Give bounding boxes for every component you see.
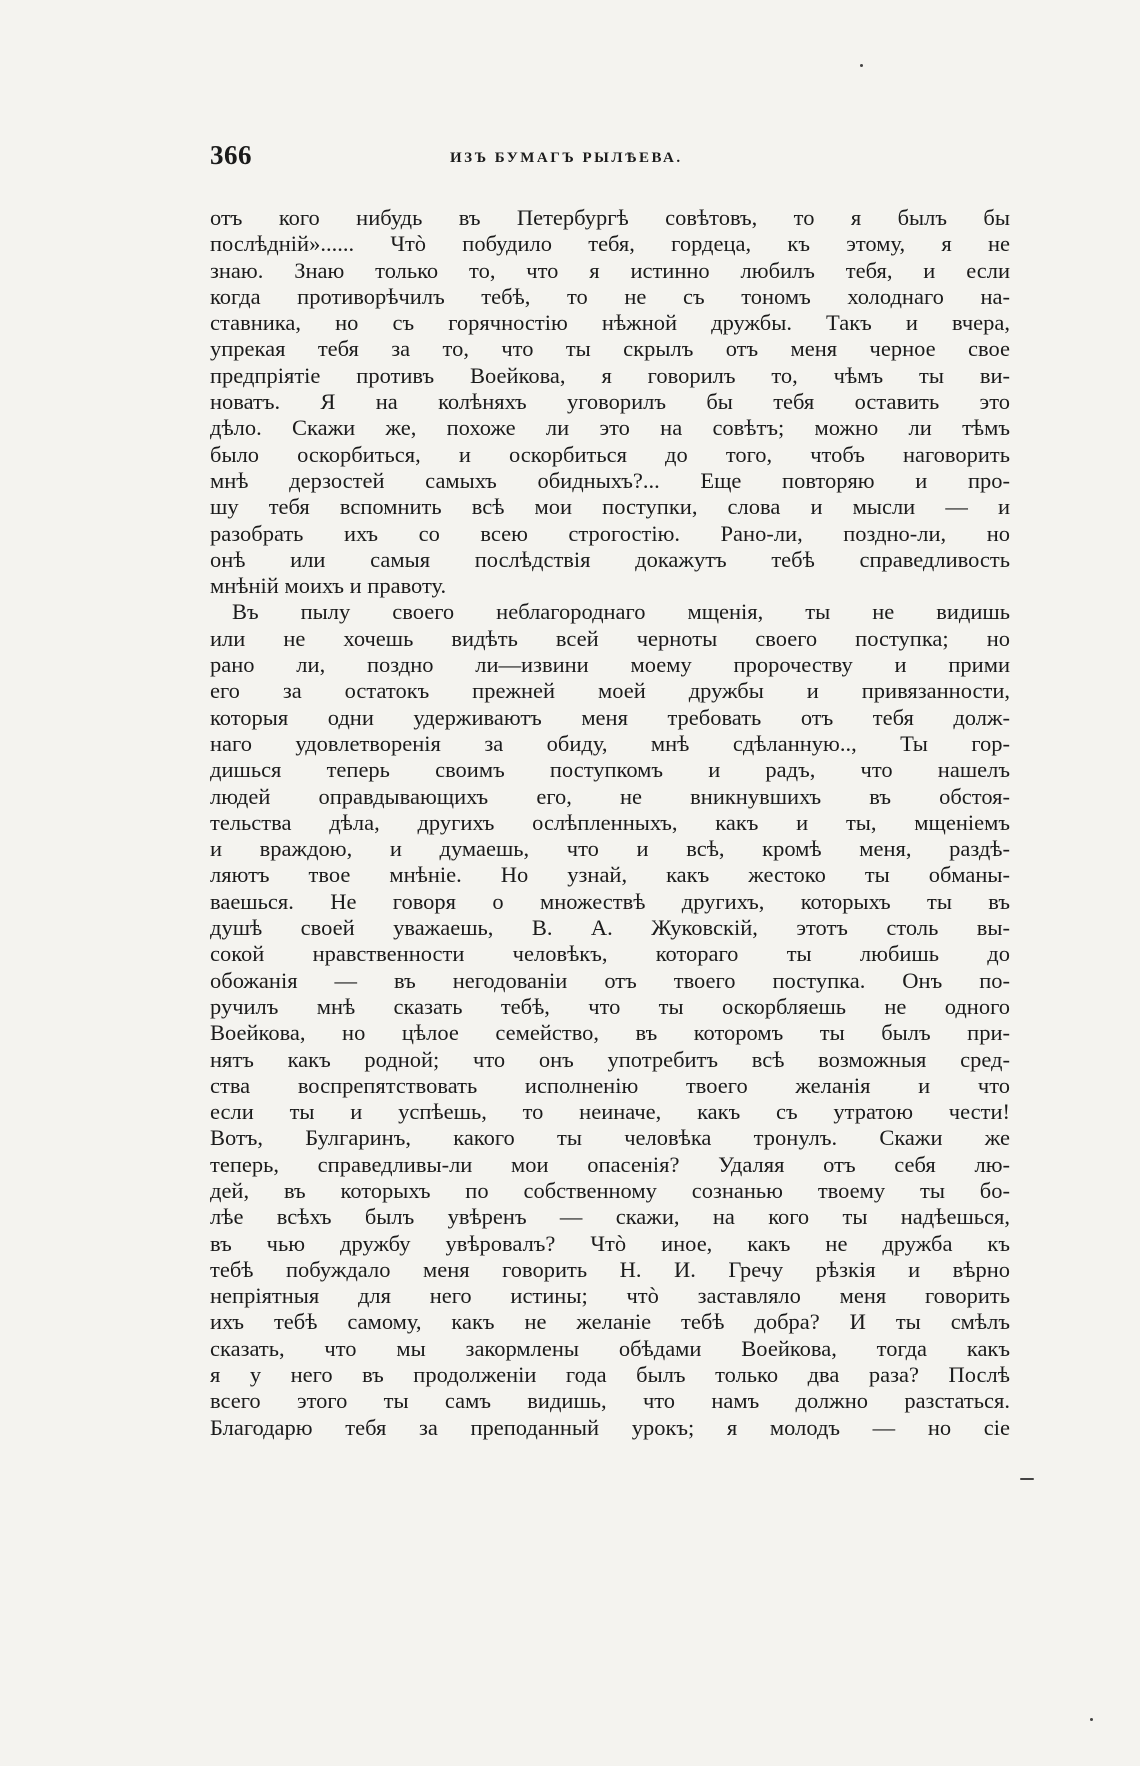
text-line: ваешься. Не говоря о множествѣ другихъ, которыхъ ты въ [210, 888, 1010, 914]
paragraph [210, 599, 1010, 1441]
running-head: ИЗЪ БУМАГЪ РЫЛѢЕВА. [450, 150, 683, 166]
text-line: обожанiя — въ негодованiи отъ твоего поступка. Онъ по- [210, 967, 1010, 993]
text-line: новатъ. Я на колѣняхъ уговорилъ бы тебя оставить это [210, 389, 1010, 415]
text-line: если ты и успѣешь, то неиначе, какъ съ утратою чести! [210, 1099, 1010, 1125]
text-line: въ чью дружбу увѣровалъ? Чтò иное, какъ не дружба къ [210, 1230, 1010, 1256]
paragraph [210, 205, 1010, 599]
text-line: онѣ или самыя послѣдствiя докажутъ тебѣ справедливость [210, 546, 1010, 572]
text-line: непрiятныя для него истины; чтò заставляло меня говорить [210, 1283, 1010, 1309]
page-header [210, 140, 1010, 180]
text-line: мнѣ дерзостей самыхъ обидныхъ?... Еще повторяю и про- [210, 467, 1010, 493]
text-line: ставника, но съ горячностiю нѣжной дружбы. Такъ и вчера, [210, 310, 1010, 336]
text-line: я у него въ продолженiи года былъ только два раза? Послѣ [210, 1362, 1010, 1388]
text-line: Вотъ, Булгаринъ, какого ты человѣка тронулъ. Скажи же [210, 1125, 1010, 1151]
text-line: лѣе всѣхъ былъ увѣренъ — скажи, на кого ты надѣешься, [210, 1204, 1010, 1230]
text-line: было оскорбиться, и оскорбиться до того, чтобъ наговорить [210, 441, 1010, 467]
print-speck [1020, 1478, 1034, 1480]
text-line: которыя одни удерживаютъ меня требовать отъ тебя долж- [210, 704, 1010, 730]
text-line: Въ пылу своего неблагороднаго мщенiя, ты не видишь [232, 599, 1010, 625]
text-line: и враждою, и думаешь, что и всѣ, кромѣ меня, раздѣ- [210, 836, 1010, 862]
text-line: ляютъ твое мнѣнiе. Но узнай, какъ жестоко ты обманы- [210, 862, 1010, 888]
text-line: нятъ какъ родной; что онъ употребитъ всѣ возможныя сред- [210, 1046, 1010, 1072]
text-line: Благодарю тебя за преподанный урокъ; я молодъ — но сiе [210, 1414, 1010, 1440]
text-line: наго удовлетворенiя за обиду, мнѣ сдѣланную.., Ты гор- [210, 730, 1010, 756]
text-line: ства воспрепятствовать исполненiю твоего желанiя и что [210, 1072, 1010, 1098]
text-line: ручилъ мнѣ сказать тебѣ, что ты оскорбляешь не одного [210, 993, 1010, 1019]
text-line: когда противорѣчилъ тебѣ, то не съ тономъ холоднаго на- [210, 283, 1010, 309]
text-line: душѣ своей уважаешь, В. А. Жуковскiй, этотъ столь вы- [210, 915, 1010, 941]
text-line: людей оправдывающихъ его, не вникнувшихъ въ обстоя- [210, 783, 1010, 809]
text-line: мнѣнiй моихъ и правоту. [210, 573, 447, 599]
print-speck [1090, 1718, 1093, 1721]
text-line: дѣло. Скажи же, похоже ли это на совѣтъ; можно ли тѣмъ [210, 415, 1010, 441]
text-line: предпрiятiе противъ Воейкова, я говорилъ то, чѣмъ ты ви- [210, 362, 1010, 388]
text-line: отъ кого нибудь въ Петербургѣ совѣтовъ, то я былъ бы [210, 205, 1010, 230]
text-line: сокой нравственности человѣкъ, котораго ты любишь до [210, 941, 1010, 967]
text-line: или не хочешь видѣть всей черноты своего поступка; но [210, 625, 1010, 651]
text-line: послѣднiй»...... Чтò побудило тебя, гордеца, къ этому, я не [210, 231, 1010, 257]
text-line: ихъ тебѣ самому, какъ не желанiе тебѣ добра? И ты смѣлъ [210, 1309, 1010, 1335]
text-line: рано ли, поздно ли—извини моему пророчеству и прими [210, 652, 1010, 678]
text-line: знаю. Знаю только то, что я истинно любилъ тебя, и если [210, 257, 1010, 283]
text-line: дишься теперь своимъ поступкомъ и радъ, что нашелъ [210, 757, 1010, 783]
text-line: всего этого ты самъ видишь, что намъ должно разстаться. [210, 1388, 1010, 1414]
text-line: дей, въ которыхъ по собственному сознанью твоему ты бо- [210, 1177, 1010, 1203]
text-line: разобрать ихъ со всею строгостiю. Рано-ли, поздно-ли, но [210, 520, 1010, 546]
text-line: теперь, справедливы-ли мои опасенiя? Удаляя отъ себя лю- [210, 1151, 1010, 1177]
book-page [210, 140, 1010, 1441]
text-line: Воейкова, но цѣлое семейство, въ которомъ ты былъ при- [210, 1020, 1010, 1046]
text-line: упрекая тебя за то, что ты скрылъ отъ меня черное свое [210, 336, 1010, 362]
text-line: сказать, что мы закормлены обѣдами Воейкова, тогда какъ [210, 1335, 1010, 1361]
text-line: тебѣ побуждало меня говорить Н. И. Гречу рѣзкiя и вѣрно [210, 1256, 1010, 1282]
text-line: его за остатокъ прежней моей дружбы и привязанности, [210, 678, 1010, 704]
body-text [210, 205, 1010, 1441]
text-line: шу тебя вспомнить всѣ мои поступки, слова и мысли — и [210, 494, 1010, 520]
text-line: тельства дѣла, другихъ ослѣпленныхъ, какъ и ты, мщенiемъ [210, 809, 1010, 835]
page-number: 366 [210, 140, 252, 170]
print-speck [860, 64, 863, 67]
